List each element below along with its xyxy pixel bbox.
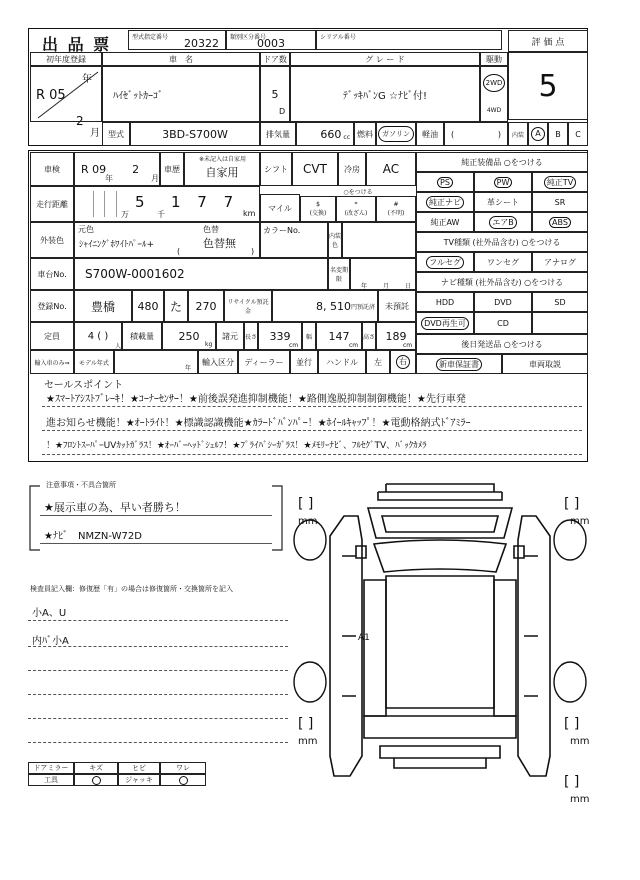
wid-label: 幅 [302, 322, 316, 350]
mm-unit: mm [298, 736, 318, 747]
mile-circle-note: ○をつける [343, 188, 373, 196]
mile-exchange: $ (交換) [300, 196, 336, 222]
fuel-label: 燃料 [354, 122, 376, 146]
len-label: 長さ [244, 322, 258, 350]
model-year-cell: 年 [114, 350, 198, 374]
fuel-gas: ガソリン [376, 122, 416, 146]
sales-label: セールスポイント [44, 380, 124, 391]
legend-circle [179, 776, 188, 785]
handle-right: 右 [390, 350, 416, 374]
drive-label: 駆動 [480, 52, 508, 66]
first-reg-year-unit: 年 [82, 74, 92, 85]
equip-item: エアB [474, 212, 532, 232]
mm-unit: mm [570, 736, 590, 747]
later-title: 後日発送品 ○をつける [416, 334, 588, 354]
class-no-cell: 類別区分番号 0003 [226, 30, 316, 50]
equip-item: 純正TV [532, 172, 588, 192]
car-name: ﾊｲｾﾞｯﾄｶｰｺﾞ [102, 66, 260, 122]
interior-b: B [548, 122, 568, 146]
notes-line2: ★ﾅﾋﾞ NMZN-W72D [44, 531, 142, 542]
mm-unit: mm [570, 794, 590, 805]
first-reg-month-unit: 月 [90, 128, 100, 139]
import-parallel: 並行 [290, 350, 318, 374]
cap-cell: 4 ( ) 人 [74, 322, 122, 350]
first-reg-month: 2 [76, 114, 84, 128]
eval-label: 評 価 点 [508, 30, 588, 52]
inspector-line1: 小A、U [32, 608, 67, 619]
model-year-label: モデル年式 [74, 350, 114, 374]
load-cell: 250 kg [162, 322, 216, 350]
inspector-rule [28, 718, 288, 719]
import-dealer: ディーラー [238, 350, 290, 374]
legend-header: ヒビ [118, 762, 160, 774]
shift-label: シフト [260, 152, 292, 186]
nav-title: ナビ種類 (社外品含む) ○をつける [416, 272, 588, 292]
use-cell: ※未記入は自家用 自家用 [184, 152, 260, 186]
drive-cell [480, 66, 508, 122]
mileage-cell: 5 万 千 1 7 7 km [74, 186, 260, 222]
tv-item: ワンセグ [474, 252, 532, 272]
interior-a: A [528, 122, 548, 146]
ac: AC [366, 152, 416, 186]
notes-line1: ★展示車の為、早い者勝ち！ [44, 501, 186, 514]
hei-label: 高さ [362, 322, 376, 350]
page-title: 出 品 票 [42, 35, 112, 54]
handle-left: 左 [366, 350, 390, 374]
legend-header: ワレ [160, 762, 206, 774]
notes-rule1 [40, 515, 272, 516]
interior-color [342, 222, 416, 258]
mile-altered: * (改ざん) [336, 196, 376, 222]
import-label: 輸入車のみ⇒ [30, 350, 74, 374]
grade-label: グ レ ー ド [290, 52, 480, 66]
grade: ﾃﾞｯｷﾊﾞﾝG ☆ﾅﾋﾞ付! [290, 66, 480, 122]
ac-label: 冷房 [338, 152, 366, 186]
inspector-line2: 内ﾊﾞ小A [32, 636, 69, 647]
inspector-rule [28, 742, 288, 743]
mm-bracket: [ ] [564, 774, 580, 790]
equip-title: 純正装備品 ○をつける [416, 152, 588, 172]
use-label: 車歴 [160, 152, 184, 186]
type-no-cell: 型式指定番号 20322 [128, 30, 226, 50]
colorno-cell: カラーNo. [260, 222, 328, 258]
mile-unknown: # (不明) [376, 196, 416, 222]
recycle-cell: 8, 510 円預託済 [272, 290, 378, 322]
color-cell: 元色 色替 ｼｬｲﾆﾝｸﾞﾎﾜｲﾄﾊﾟｰﾙ+ 色替無 ( ) [74, 222, 260, 258]
svg-text:A1: A1 [358, 633, 370, 643]
tv-title: TV種類 (社外品含む) ○をつける [416, 232, 588, 252]
drive-4wd: 4WD [486, 106, 502, 114]
mile-label: マイル [260, 194, 300, 222]
disp-label: 排気量 [260, 122, 296, 146]
nav-item: CD [474, 312, 532, 334]
nav-item: HDD [416, 292, 474, 312]
doors: 5 D [260, 66, 290, 122]
import-type-label: 輸入区分 [198, 350, 238, 374]
equip-item: 革シート [474, 192, 532, 212]
first-reg-label: 初年度登録 [30, 52, 102, 66]
fuel-other: ( ) [444, 122, 508, 146]
model: 3BD-S700W [130, 122, 260, 146]
disp-cell: 660 cc [296, 122, 354, 146]
mm-unit: mm [298, 516, 318, 527]
handle-label: ハンドル [318, 350, 366, 374]
inspect-cell: R 09 年 2 月 [74, 152, 160, 186]
equip-item: SR [532, 192, 588, 212]
later-item: 車両取説 [502, 354, 588, 374]
chassis: S700W-0001602 [74, 258, 328, 290]
interior-c: C [568, 122, 588, 146]
drive-2wd: 2WD [483, 74, 505, 92]
dim-label: 諸元 [216, 322, 244, 350]
inspector-rule [28, 670, 288, 671]
equip-item: ABS [532, 212, 588, 232]
car-name-label: 車 名 [102, 52, 260, 66]
notes-label: 注意事項・不具合箇所 [46, 481, 116, 489]
doors-label: ドア数 [260, 52, 290, 66]
tv-item: アナログ [532, 252, 588, 272]
later-item: 新車保証書 [416, 354, 502, 374]
inspect-label: 車検 [30, 152, 74, 186]
legend-cell: 工具 [28, 774, 74, 786]
load-label: 積載量 [122, 322, 162, 350]
interior-color-label: 内装色 [328, 222, 342, 258]
serial-cell: シリアル番号 [316, 30, 502, 50]
sales-line3: ！★ﾌﾛﾝﾄｽｰﾊﾟｰUVｶｯﾄｶﾞﾗｽ！★ｵｰﾊﾞｰﾍｯﾄﾞｼｪﾙﾌ！★ﾌﾟﾗｲﾊﾞｼｰｶﾞﾗｽ！★ﾒﾓﾘｰﾅﾋﾞ、ﾌﾙｾｸﾞTV、ﾊﾞｯｸｶﾒﾗ [46, 441, 427, 451]
reg-area: 豊橋 [74, 290, 132, 322]
len-cell: 339 cm [258, 322, 302, 350]
interior-label: 内装 [508, 122, 528, 146]
mm-bracket: [ ] [298, 716, 314, 732]
transfer-label: 名変期限 [328, 258, 350, 290]
legend-header: キズ [74, 762, 118, 774]
sales-rule2 [42, 430, 582, 431]
legend-circle [92, 776, 101, 785]
eval-score: 5 [508, 52, 588, 120]
cap-label: 定員 [30, 322, 74, 350]
transfer-cell: 年 月 日 [350, 258, 416, 290]
legend-header: ドアミラー [28, 762, 74, 774]
sales-rule3 [42, 454, 582, 455]
equip-item: PW [474, 172, 532, 192]
mm-unit: mm [570, 516, 590, 527]
mm-bracket: [ ] [564, 716, 580, 732]
equip-item: 純正ナビ [416, 192, 474, 212]
fuel-diesel: 軽油 [416, 122, 444, 146]
inspector-rule [28, 694, 288, 695]
mm-bracket: [ ] [298, 496, 314, 512]
mm-bracket: [ ] [564, 496, 580, 512]
legend-cell [74, 774, 118, 786]
equip-item: PS [416, 172, 474, 192]
legend-cell [160, 774, 206, 786]
equip-item: 純正AW [416, 212, 474, 232]
sales-line2: 進お知らせ機能！★ｵｰﾄﾗｲﾄ！★標識認識機能★ｶﾗｰﾄﾞﾊﾞﾝﾊﾟｰ！★ﾎｲｰﾙｷｬｯﾌﾟ！★電動格納式ﾄﾞｱﾐﾗｰ [46, 418, 471, 429]
wid-cell: 147 cm [316, 322, 362, 350]
sales-rule1 [42, 406, 582, 407]
reg-class: 480 [132, 290, 164, 322]
reg-label: 登録No. [30, 290, 74, 322]
nav-item: DVD再生可 [416, 312, 474, 334]
car-diagram [290, 476, 590, 816]
recycle-status: 未預託 [378, 290, 416, 322]
recycle-label: リサイクル預託金 [224, 290, 272, 322]
reg-no: 270 [188, 290, 224, 322]
color-label: 外装色 [30, 222, 74, 258]
notes-rule2 [40, 543, 272, 544]
chassis-label: 車台No. [30, 258, 74, 290]
nav-item: DVD [474, 292, 532, 312]
nav-item [532, 312, 588, 334]
sales-line1: ★ｽﾏｰﾄｱｼｽﾄﾌﾞﾚｰｷ！★ｺｰﾅｰｾﾝｻｰ！★前後誤発進抑制機能！★路側逸脱抑制制御機能！★先行車発 [46, 394, 466, 405]
hei-cell: 189 cm [376, 322, 416, 350]
inspector-rule [28, 646, 288, 647]
mileage-label: 走行距離 [30, 186, 74, 222]
reg-kana: た [164, 290, 188, 322]
first-reg-era: R 05 [36, 88, 66, 103]
shift: CVT [292, 152, 338, 186]
legend-cell: ジャッキ [118, 774, 160, 786]
inspector-rule [28, 620, 288, 621]
tv-item: フルセグ [416, 252, 474, 272]
nav-item: SD [532, 292, 588, 312]
model-label: 型式 [102, 122, 130, 146]
inspector-label: 検査員記入欄：修復歴「有」の場合は修復箇所・交換箇所を記入 [30, 585, 233, 593]
